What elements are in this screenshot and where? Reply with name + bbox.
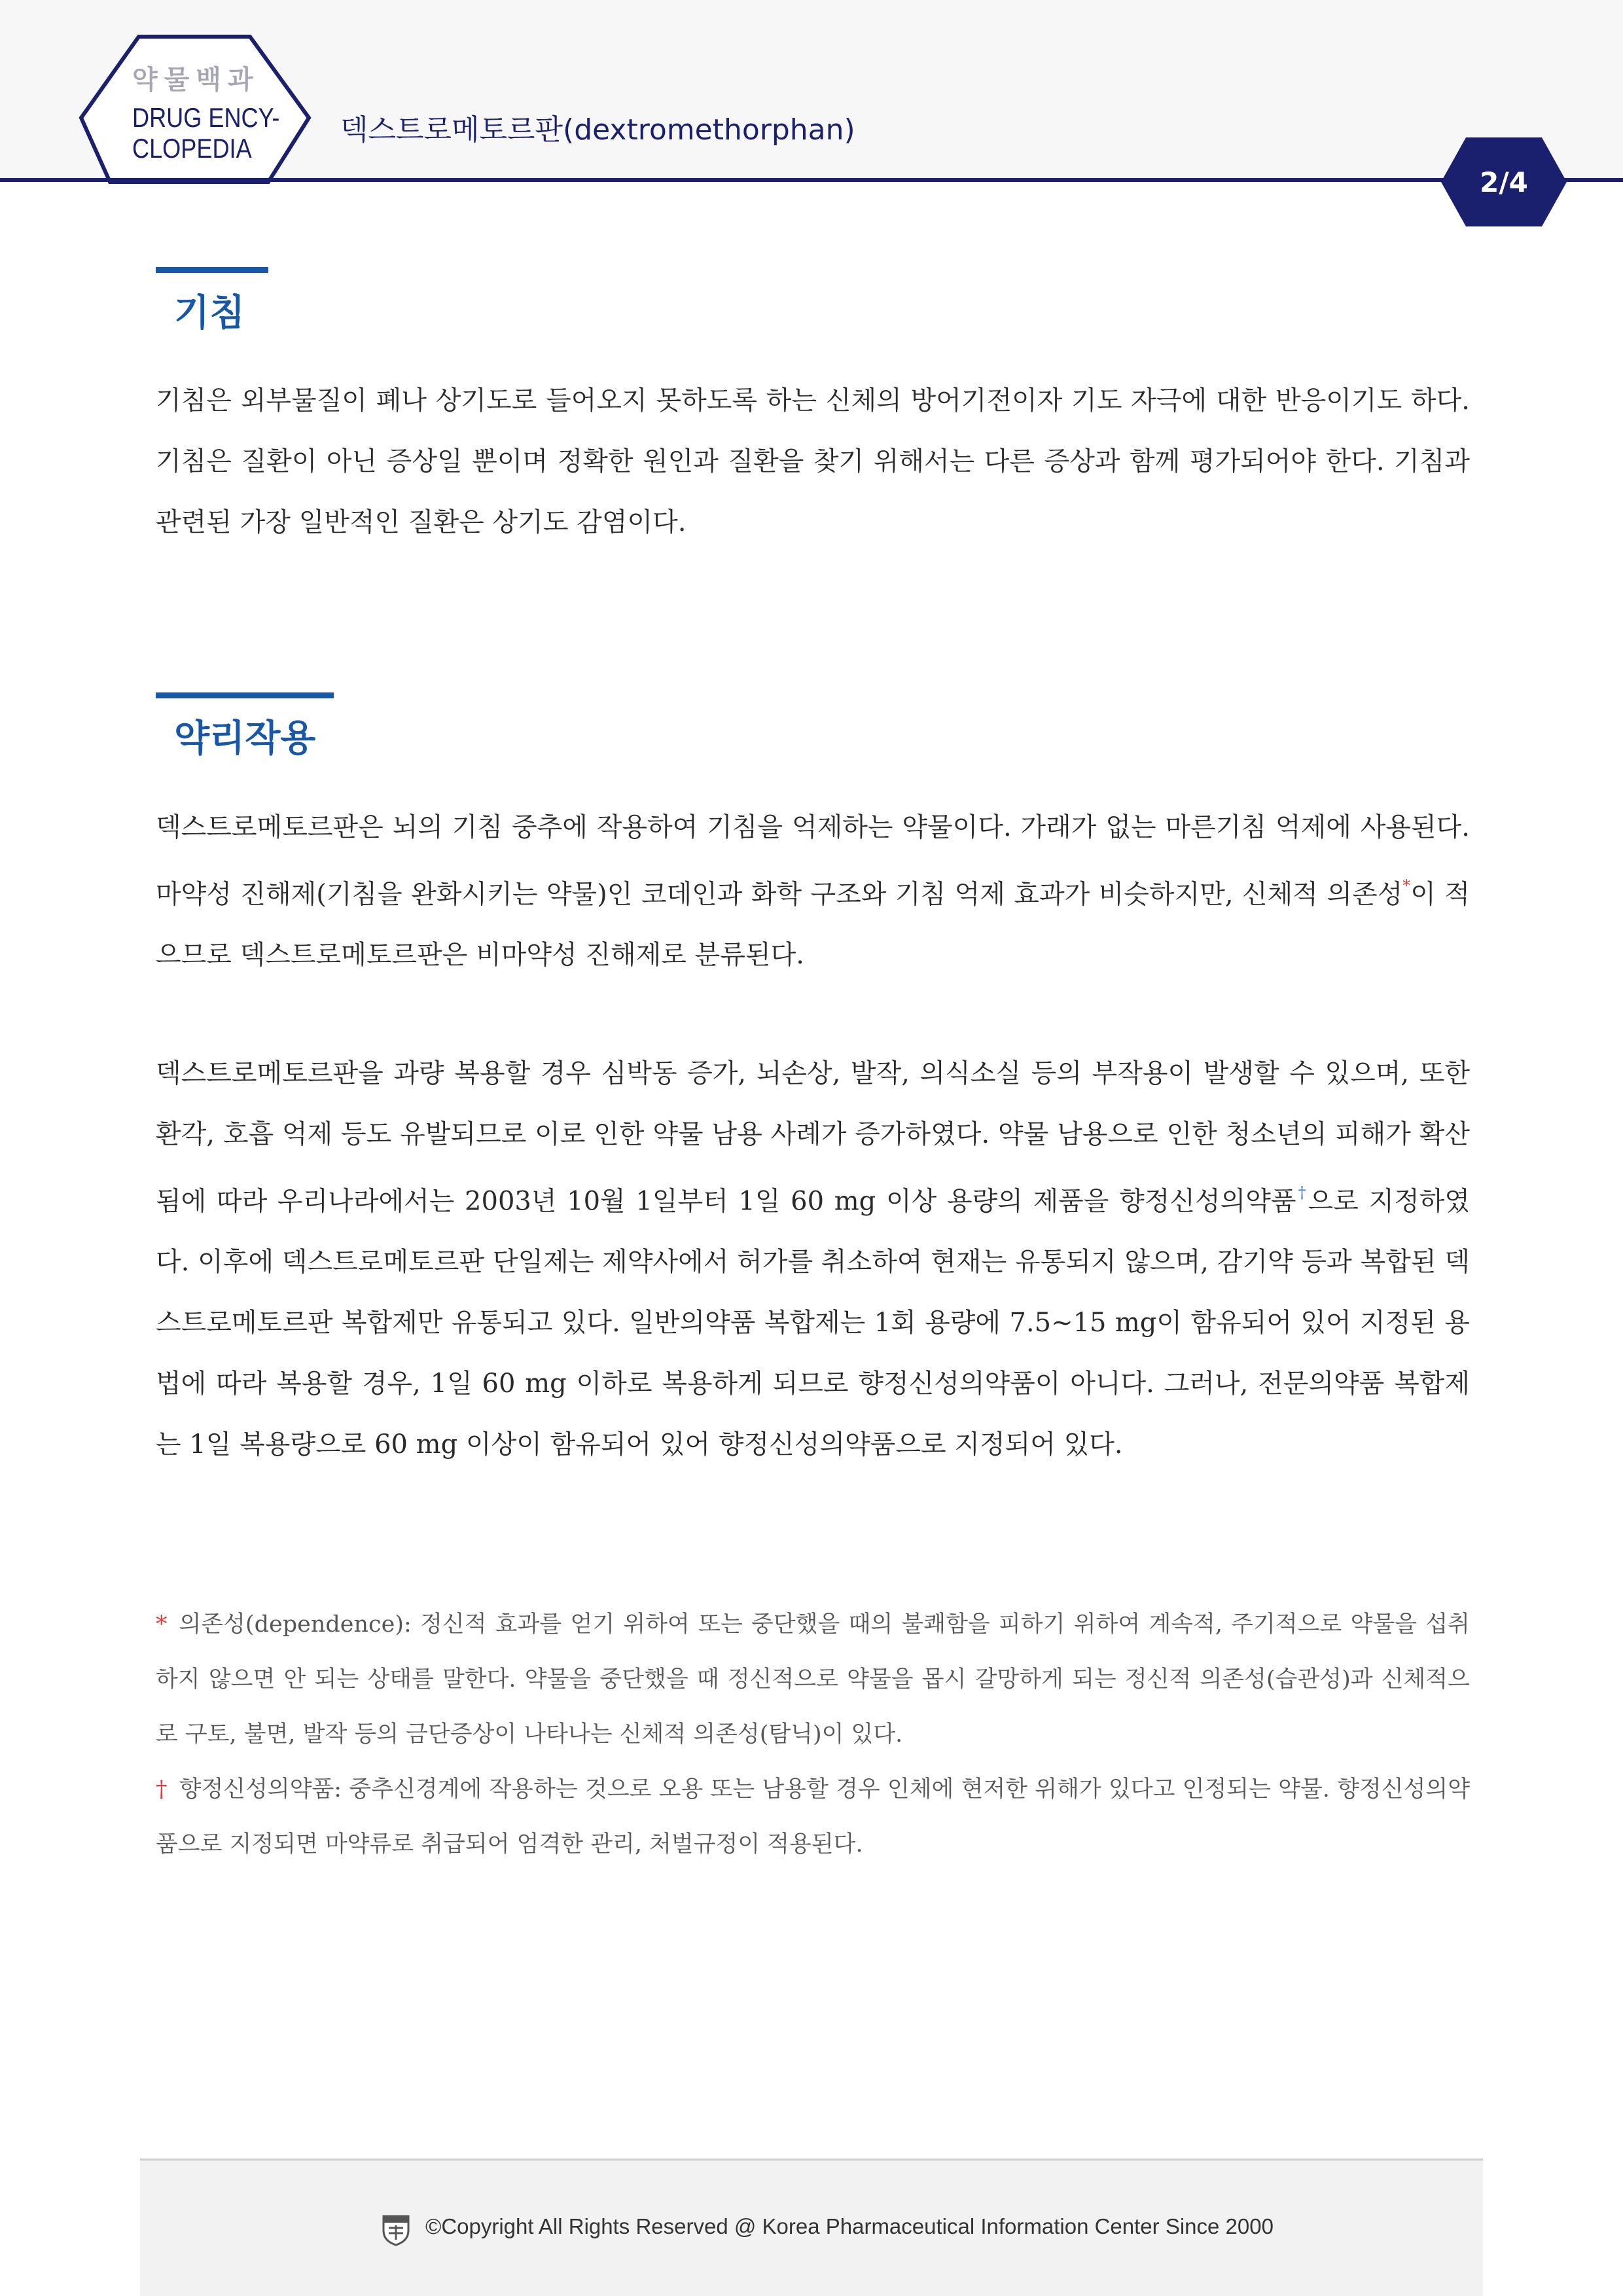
pharmacology-paragraph-1-text-a: 덱스트로메토르판은 뇌의 기침 중추에 작용하여 기침을 억제하는 약물이다. 가래가 없는 마른기침 억제에 사용된다. 마약성 진해제(기침을 완화시키는 약물)인 코데인과 화학 구조와 기침 억제 효과가 비슷하지만, 신체적 의존성 <box>156 812 1470 910</box>
footnote-dependence-text: 의존성(dependence): 정신적 효과를 얻기 위하여 또는 중단했을 때의 불쾌함을 피하기 위하여 계속적, 주기적으로 약물을 섭취하지 않으면 안 되는 상태를 말한다. 약물을 중단했을 때 정신적으로 약물을 몹시 갈망하게 되는 정신적 의존성(습관성)과 신체적으로 구토, 불면, 발작 등의 금단증상이 나타나는 신체적 의존성(탐닉)이 있다. <box>156 1611 1470 1748</box>
footnote-mark-dagger: † <box>156 1776 168 1803</box>
header-divider-line <box>0 178 1623 182</box>
shield-emblem-icon <box>381 2214 411 2246</box>
pharmacology-paragraph-1 <box>156 797 1470 986</box>
section-cough-bar <box>156 267 268 273</box>
logo <box>132 67 304 164</box>
footnote-ref-psychotropic: † <box>1296 1183 1308 1202</box>
page-number: 2/4 <box>1480 166 1528 198</box>
section-cough-paragraph: 기침은 외부물질이 폐나 상기도로 들어오지 못하도록 하는 신체의 방어기전이자 기도 자극에 대한 반응이기도 하다. 기침은 질환이 아닌 증상일 뿐이며 정확한 원인과 질환을 찾기 위해서는 다른 증상과 함께 평가되어야 한다. 기침과 관련된 가장 일반적인 질환은 상기도 감염이다. <box>156 386 1470 537</box>
section-pharmacology-title: 약리작용 <box>174 717 316 760</box>
pharmacology-paragraph-2-text-b: 으로 지정하였다. 이후에 덱스트로메토르판 단일제는 제약사에서 허가를 취소하여 현재는 유통되지 않으며, 감기약 등과 복합된 덱스트로메토르판 복합제만 유통되고 있다. 일반의약품 복합제는 1회 용량에 7.5~15 mg이 함유되어 있어 지정된 용법에 따라 복용할 경우, 1일 60 mg 이하로 복용하게 되므로 향정신성의약품이 아니다. 그러나, 전문의약품 복합제는 1일 복용량으로 60 mg 이상이 함유되어 있어 향정신성의약품으로 지정되어 있다. <box>156 1186 1470 1460</box>
pharmacology-paragraph-2 <box>156 1043 1470 1475</box>
footnote-dependence <box>156 1597 1470 1762</box>
document-title: 덱스트로메토르판(dextromethorphan) <box>340 113 855 147</box>
section-pharmacology-bar <box>156 692 334 698</box>
footnote-ref-dependence: * <box>1402 876 1411 895</box>
logo-korean-text: 약물백과 <box>132 65 260 94</box>
logo-english-line2: CLOPEDIA <box>132 133 252 164</box>
footnote-psychotropic <box>156 1762 1470 1872</box>
pharmacology-paragraph-2-text-a: 덱스트로메토르판을 과량 복용할 경우 심박동 증가, 뇌손상, 발작, 의식소실 등의 부작용이 발생할 수 있으며, 또한 환각, 호흡 억제 등도 유발되므로 이로 인한 약물 남용 사례가 증가하였다. 약물 남용으로 인한 청소년의 피해가 확산됨에 따라 우리나라에서는 2003년 10월 1일부터 1일 60 mg 이상 용량의 제품을 향정신성의약품 <box>156 1058 1470 1217</box>
logo-english-text <box>132 102 279 164</box>
footer-copyright: ©Copyright All Rights Reserved @ Korea Pharmaceutical Information Center Since 2000 <box>425 2214 1274 2238</box>
footnote-psychotropic-text: 향정신성의약품: 중추신경계에 작용하는 것으로 오용 또는 남용할 경우 인체에 현저한 위해가 있다고 인정되는 약물. 향정신성의약품으로 지정되면 마약류로 취급되어 엄격한 관리, 처벌규정이 적용된다. <box>156 1776 1471 1857</box>
pharmacology-paragraph-1-text-b: 이 적으므로 덱스트로메토르판은 비마약성 진해제로 분류된다. <box>156 879 1470 971</box>
logo-english-line1: DRUG ENCY- <box>132 102 280 133</box>
footnote-mark-asterisk: * <box>156 1611 168 1638</box>
section-cough-title: 기침 <box>174 292 245 334</box>
